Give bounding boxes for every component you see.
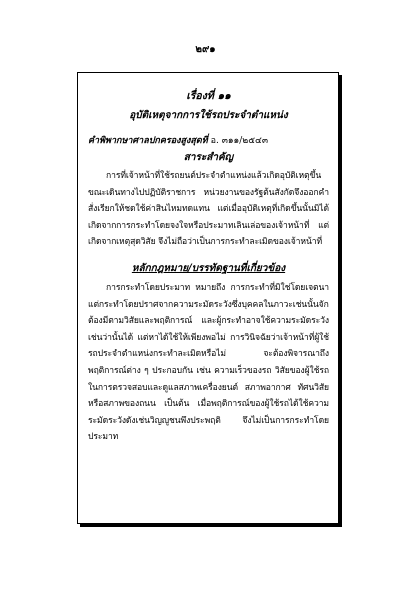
principles-paragraph: การกระทำโดยประมาท หมายถึง การกระทำที่มิใช่โดยเจตนา แต่กระทำโดยปราศจากความระมัดระวังซึ่งบุคคลในภาวะเช่นนั้นจักต้องมีตามวิสัยและพฤติการณ์ และผู้กระทำอาจใช้ความระมัดระวังเช่นว่านั้นได้ แต่หาได้ใช้ให้เพียงพอไม่ การวินิจฉัยว่าเจ้าหน้าที่ผู้ใช้รถประจำตำแหน่งกระทำละเมิดหรือไม่ จะต้องพิจารณาถึงพฤติการณ์ต่าง ๆ ประกอบกัน เช่น ความเร็วของรถ วิสัยของผู้ใช้รถในการตรวจสอบและดูแลสภาพเครื่องยนต์ สภาพอากาศ ทัศนวิสัย หรือสภาพของถนน เป็นต้น เมื่อพฤติการณ์ของผู้ใช้รถได้ใช้ความระมัดระวังดังเช่นวิญญูชนพึงประพฤติ จึงไม่เป็นการกระทำโดยประมาท [88, 282, 329, 443]
story-subtitle: อุบัติเหตุจากการใช้รถประจำตำแหน่ง [129, 110, 288, 121]
story-title: เรื่องที่ ๑๑ [186, 90, 231, 102]
summary-paragraph: การที่เจ้าหน้าที่ใช้รถยนต์ประจำตำแหน่งแล้วเกิดอุบัติเหตุขึ้นขณะเดินทางไปปฏิบัติราชการ หน่วยงานของรัฐต้นสังกัดจึงออกคำสั่งเรียกให้ชดใช้ค่าสินไหมทดแทน แต่เมื่ออุบัติเหตุที่เกิดขึ้นนั้นมิได้เกิดจากการกระทำโดยจงใจหรือประมาทเลินเล่อของเจ้าหน้าที่ แต่เกิดจากเหตุสุดวิสัย จึงไม่ถือว่าเป็นการกระทำละเมิดของเจ้าหน้าที่ [88, 171, 329, 248]
case-ref-number: อ. ๓๑๑/๒๕๔๓ [210, 136, 269, 146]
case-reference [88, 133, 329, 147]
case-ref-label: คำพิพากษาศาลปกครองสูงสุดที่ [88, 136, 208, 146]
content-frame [77, 72, 339, 524]
principles-heading: หลักกฎหมาย/บรรทัดฐานที่เกี่ยวข้อง [131, 262, 286, 274]
page-number: ๒๙๑ [195, 44, 216, 55]
summary-heading: สาระสำคัญ [183, 152, 234, 163]
